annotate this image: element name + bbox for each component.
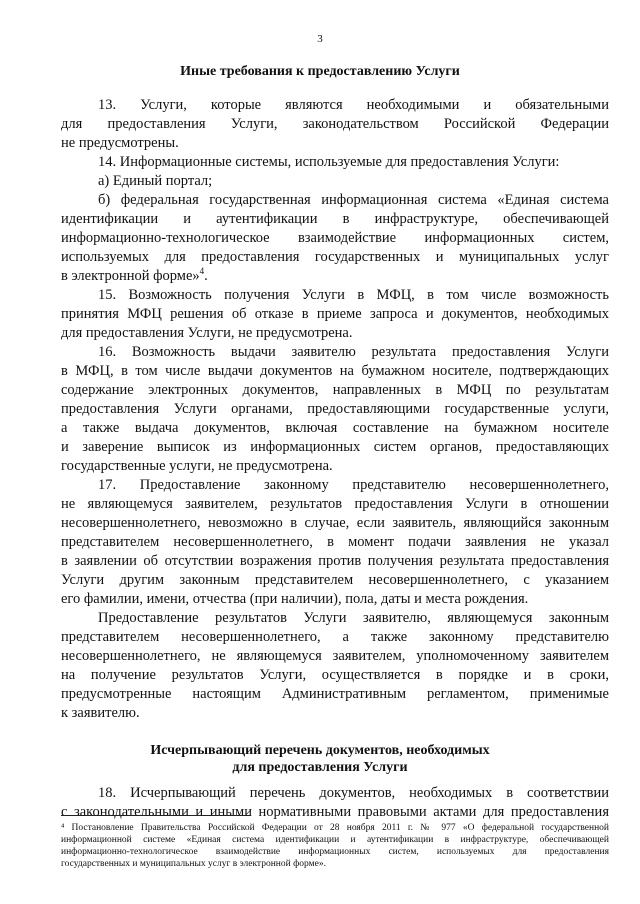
paragraph-line: не являющемуся заявителем, результатов предоставления Услуги в отношении xyxy=(61,496,609,512)
list-item-b-line: информационно-технологическое взаимодействие информационных систем, xyxy=(61,230,609,246)
paragraph-line: представителем несовершеннолетнего, в момент подачи заявления не указал xyxy=(61,534,609,550)
paragraph-line: с законодательными и иными нормативными правовыми актами для предоставления xyxy=(61,804,609,820)
footnote-line: информационной системе «Единая система идентификации и аутентификации в инфраструктуре, обеспечивающей xyxy=(61,835,609,845)
paragraph-line: 18. Исчерпывающий перечень документов, необходимых в соответствии xyxy=(98,785,609,801)
paragraph-line: не предусмотрены. xyxy=(61,135,179,151)
footnote-separator xyxy=(61,815,251,816)
paragraph-line: государственные услуги, не предусмотрена. xyxy=(61,458,333,474)
paragraph-line: на получение результатов Услуги, осуществляется в порядке и в сроки, xyxy=(61,667,609,683)
list-item-a: а) Единый портал; xyxy=(98,173,213,189)
paragraph-line: 17. Предоставление законному представителю несовершеннолетнего, xyxy=(98,477,609,493)
paragraph-line: представителем несовершеннолетнего, а также законному представителю xyxy=(61,629,609,645)
paragraph-line: Предоставление результатов Услуги заявителю, являющемуся законным xyxy=(98,610,609,626)
paragraph-line: несовершеннолетнего, не являющемуся заявителем, уполномоченному заявителем xyxy=(61,648,609,664)
section-heading-other-requirements: Иные требования к предоставлению Услуги xyxy=(180,64,460,79)
paragraph-line: несовершеннолетнего, невозможно в случае, если заявитель, являющийся законным xyxy=(61,515,609,531)
paragraph-line: предусмотренные настоящим Административным регламентом, применимые xyxy=(61,686,609,702)
list-item-b-line: в электронной форме»$^4$. xyxy=(61,266,208,284)
heading-line: Исчерпывающий перечень документов, необходимых xyxy=(150,743,490,758)
paragraph-line: к заявителю. xyxy=(61,705,140,721)
paragraph-line: принятия МФЦ решения об отказе в приеме запроса и документов, необходимых xyxy=(61,306,609,322)
paragraph-line: и заверение выписок из информационных систем органов, предоставляющих xyxy=(61,439,609,455)
footnote-line: государственных и муниципальных услуг в электронной форме». xyxy=(61,859,326,869)
list-item-b-line: используемых для предоставления государственных и муниципальных услуг xyxy=(61,249,609,265)
paragraph-line: в МФЦ, в том числе выдачи документов на бумажном носителе, подтверждающих xyxy=(61,363,609,379)
list-item-b-line: идентификации и аутентификации в инфраструктуре, обеспечивающей xyxy=(61,211,609,227)
section-heading-documents-list xyxy=(0,742,640,776)
paragraph-line: а также выдача документов, включая составление на бумажном носителе xyxy=(61,420,609,436)
paragraph-line: 14. Информационные системы, используемые для предоставления Услуги: xyxy=(98,154,560,170)
paragraph-line: 15. Возможность получения Услуги в МФЦ, в том числе возможность xyxy=(98,287,609,303)
paragraph-line: для предоставления Услуги, не предусмотрена. xyxy=(61,325,353,341)
list-item-b-text: в электронной форме» xyxy=(61,268,200,284)
footnote-line: ⁴ Постановление Правительства Российской Федерации от 28 ноября 2011 г. № 977 «О федеральной государственной xyxy=(61,823,609,833)
paragraph-line: для предоставления Услуги, законодательством Российской Федерации xyxy=(61,116,609,132)
paragraph-line: 13. Услуги, которые являются необходимыми и обязательными xyxy=(98,97,609,113)
paragraph-line: Услуги другим законным представителем несовершеннолетнего, с указанием xyxy=(61,572,609,588)
list-item-b-line: б) федеральная государственная информационная система «Единая система xyxy=(98,192,609,208)
page-number: 3 xyxy=(317,33,323,45)
paragraph-line: в заявлении об отсутствии возражения против получения результата предоставления xyxy=(61,553,609,569)
paragraph-line: 16. Возможность выдачи заявителю результата предоставления Услуги xyxy=(98,344,609,360)
paragraph-line: содержание электронных документов, направленных в МФЦ по результатам xyxy=(61,382,609,398)
footnote-line: информационно-технологическое взаимодействие информационных систем, используемых для предоставления xyxy=(61,847,609,857)
paragraph-line: предоставления Услуги органами, предоставляющими государственные услуги, xyxy=(61,401,609,417)
heading-line: для предоставления Услуги xyxy=(232,760,408,775)
footnote-reference: 4 xyxy=(199,266,205,277)
paragraph-line: его фамилии, имени, отчества (при наличии), пола, даты и места рождения. xyxy=(61,591,529,607)
